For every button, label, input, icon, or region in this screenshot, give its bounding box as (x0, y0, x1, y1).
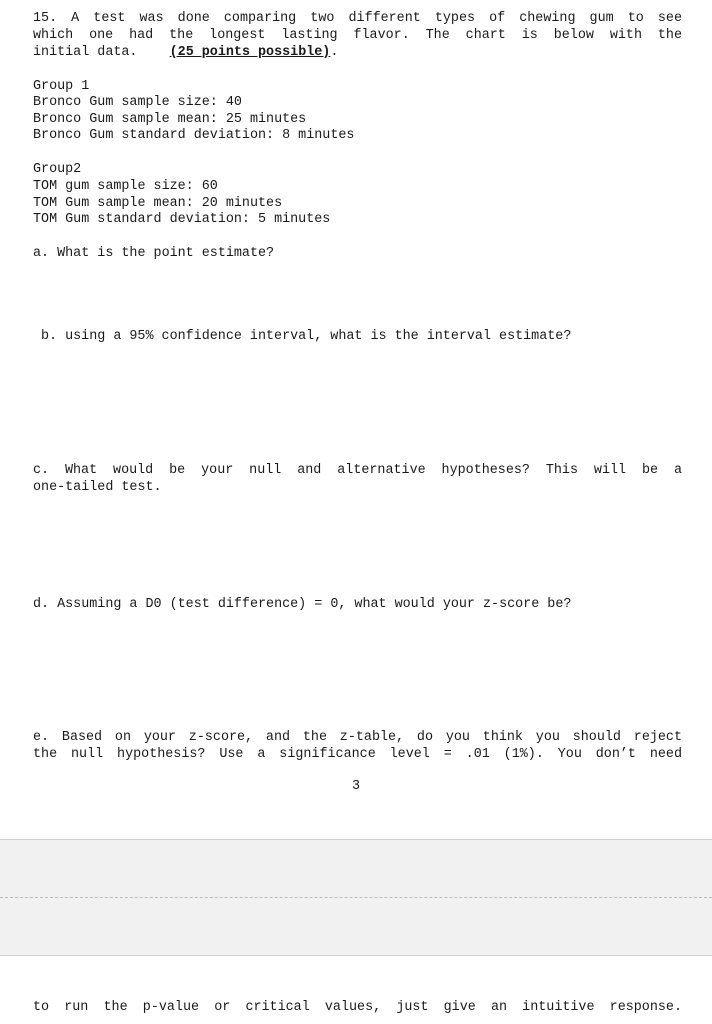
group1-sample-size: Bronco Gum sample size: 40 (33, 95, 242, 110)
group1-heading: Group 1 (33, 79, 90, 94)
part-d: d. Assuming a D0 (test difference) = 0, what would your z-score be? (33, 597, 572, 612)
part-e-line-3: to run the p-value or critical values, just give an intuitive response. (33, 1000, 682, 1015)
part-b: b. using a 95% confidence interval, what is the interval estimate? (41, 329, 572, 344)
part-e-line-1: e. Based on your z-score, and the z-table, do you think you should reject (33, 730, 682, 745)
group2-standard-deviation: TOM Gum standard deviation: 5 minutes (33, 212, 331, 227)
points-possible: (25 points possible) (169, 45, 331, 60)
part-a: a. What is the point estimate? (33, 246, 275, 261)
page-break-gap (0, 839, 712, 956)
page-break-divider (0, 897, 712, 898)
part-c-line-1: c. What would be your null and alternative hypotheses? This will be a (33, 463, 682, 478)
group2-sample-mean: TOM Gum sample mean: 20 minutes (33, 196, 283, 211)
question-line-3-text: initial data. (33, 45, 138, 60)
question-line-3 (33, 44, 338, 61)
part-e-line-2: the null hypothesis? Use a significance level = .01 (1%). You don’t need (33, 747, 682, 762)
page-number: 3 (351, 779, 361, 794)
group2-heading: Group2 (33, 162, 82, 177)
question-line-2: which one had the longest lasting flavor. The chart is below with the (33, 28, 682, 43)
group2-sample-size: TOM gum sample size: 60 (33, 179, 218, 194)
question-line-3-end: . (330, 45, 339, 60)
part-c-line-2: one-tailed test. (33, 480, 162, 495)
question-line-1: 15. A test was done comparing two different types of chewing gum to see (33, 11, 682, 26)
group1-standard-deviation: Bronco Gum standard deviation: 8 minutes (33, 128, 355, 143)
group1-sample-mean: Bronco Gum sample mean: 25 minutes (33, 112, 307, 127)
